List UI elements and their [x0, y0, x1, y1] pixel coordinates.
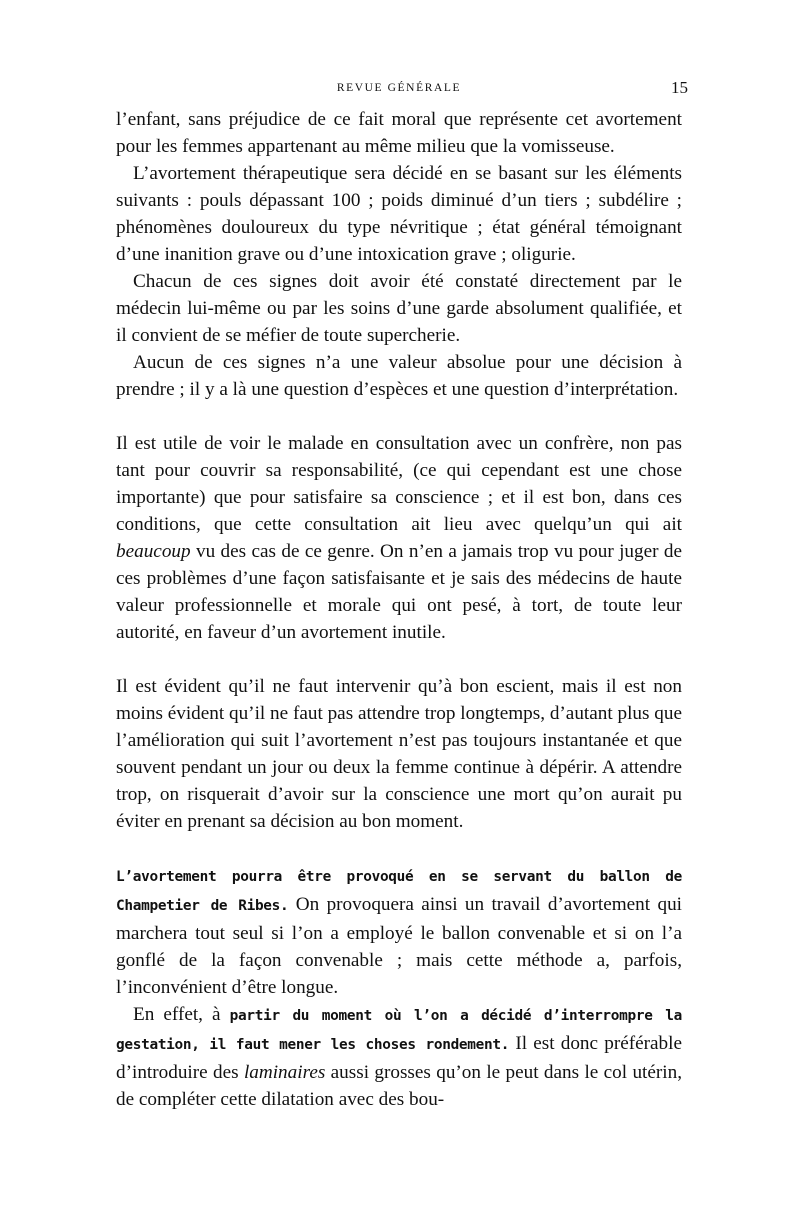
paragraph-2: L’avortement thérapeutique sera décidé en se basant sur les éléments suivants : pouls dépassant 100 ; poids diminué d’un tiers ; subdélire ; phénomènes douloureux du type névritique ; état général témoignant d’une inanition grave ou d’une intoxication grave ; oligurie. — [116, 163, 682, 265]
paragraph-6: Il est évident qu’il ne faut intervenir qu’à bon escient, mais il est non moins évident qu’il ne faut pas attendre trop longtemps, d’autant plus que l’amélioration qui suit l’avortement n’est pas toujours instantanée et que souvent pendant un jour ou deux la femme continue à dépérir. A attendre trop, on risquerait d’avoir sur la conscience une mort qu’on aurait pu éviter en prenant sa décision au bon moment. — [116, 676, 682, 832]
paragraph-8 — [116, 1001, 682, 1113]
paragraph-4: Aucun de ces signes n’a une valeur absolue pour une décision à prendre ; il y a là une question d’espèces et une question d’interprétation. — [116, 352, 682, 400]
emphasis-text: laminaires — [243, 1062, 326, 1083]
paragraph-3: Chacun de ces signes doit avoir été constaté directement par le médecin lui-même ou par les soins d’une garde absolument qualifiée, et il convient de se méfier de toute supercherie. — [116, 271, 682, 346]
text-run: En effet, à — [133, 1004, 230, 1025]
text-run: On provoquera ainsi un travail d’avortement qui marchera tout seul si l’on a employé le ballon convenable et si on l’a gonflé de la façon convenable ; mais cette méthode a, parfois, l’inconvénient d’être longue. — [116, 894, 682, 998]
text-run: Il est donc préférable d’introduire des — [116, 1033, 682, 1083]
paragraph-7 — [116, 862, 682, 1001]
bold-text: partir du moment où l’on a décidé d’interrompre la gestation, il faut mener les choses rondement. — [116, 1008, 682, 1053]
bold-text: L’avortement pourra être provoqué en se servant du ballon de Champetier de Ribes. — [116, 869, 682, 914]
paragraph-1: l’enfant, sans préjudice de ce fait moral que représente cet avortement pour les femmes appartenant au même milieu que la vomisseuse. — [116, 109, 682, 157]
page-number: 15 — [671, 78, 688, 97]
text-run: Il est utile de voir le malade en consultation avec un confrère, non pas tant pour couvrir sa responsabilité, (ce qui cependant est une chose importante) que pour satisfaire sa conscience ; et il est bon, dans ces conditions, que cette consultation ait lieu avec quelqu’un qui ait — [116, 433, 682, 535]
running-title: REVUE GÉNÉRALE — [336, 82, 462, 94]
text-run: aussi grosses qu’on le peut dans le col utérin, de compléter cette dilatation avec des bou- — [116, 1062, 682, 1110]
paragraph-5 — [116, 430, 682, 646]
page-header — [116, 76, 688, 100]
text-run: vu des cas de ce genre. On n’en a jamais trop vu pour juger de ces problèmes d’une façon satisfaisante et je sais des médecins de haute valeur professionnelle et morale qui ont pesé, à tort, de toute leur autorité, en faveur d’un avortement inutile. — [116, 541, 682, 643]
book-page — [116, 76, 688, 1113]
emphasis-text: beaucoup — [116, 541, 191, 562]
